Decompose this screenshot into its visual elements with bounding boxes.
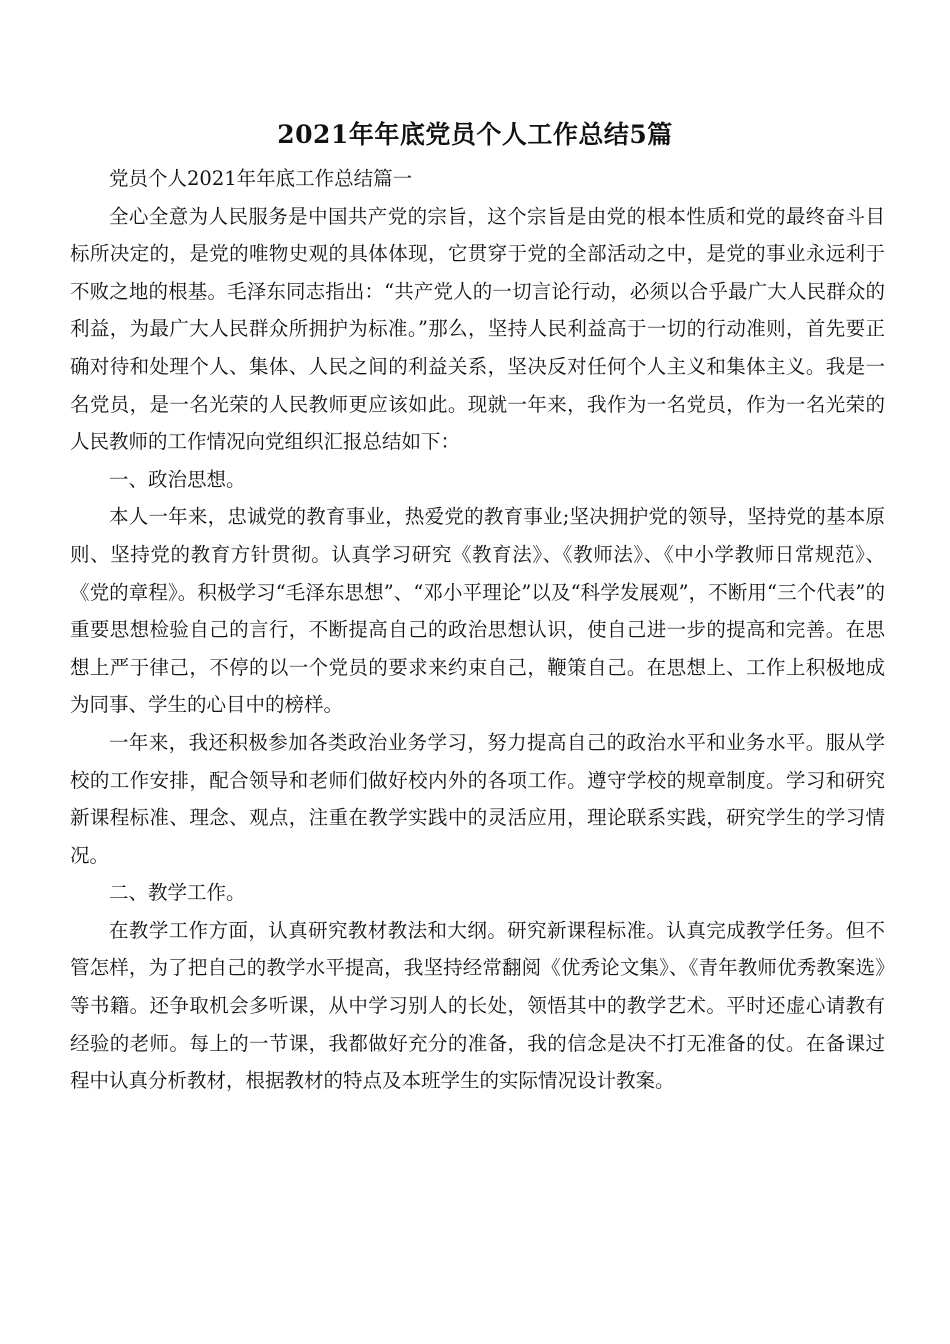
paragraph-political-thought: 本人一年来，忠诚党的教育事业，热爱党的教育事业;坚决拥护党的领导，坚持党的基本原则、坚持党的教育方针贯彻。认真学习研究《教育法》、《教师法》、《中小学教师日常规范》、《党的章程》。积极学习“毛泽东思想”、“邓小平理论”以及“科学发展观”，不断用“三个代表”的重要思想检验自己的言行，不断提高自己的政治思想认识，使自己进一步的提高和完善。在思想上严于律己，不停的以一个党员的要求来约束自己，鞭策自己。在思想上、工作上积极地成为同事、学生的心目中的榜样。 [70, 505, 885, 717]
section-heading-part-one: 党员个人2021年年底工作总结篇一 [109, 167, 413, 190]
paragraph-teaching-work: 在教学工作方面，认真研究教材教法和大纲。研究新课程标准。认真完成教学任务。但不管怎样，为了把自己的教学水平提高，我坚持经常翻阅《优秀论文集》、《青年教师优秀教案选》等书籍。还争取机会多听课，从中学习别人的长处，领悟其中的教学艺术。平时还虚心请教有经验的老师。每上的一节课，我都做好充分的准备，我的信念是决不打无准备的仗。在备课过程中认真分析教材，根据教材的特点及本班学生的实际情况设计教案。 [70, 918, 885, 1093]
paragraph-study: 一年来，我还积极参加各类政治业务学习，努力提高自己的政治水平和业务水平。服从学校的工作安排，配合领导和老师们做好校内外的各项工作。遵守学校的规章制度。学习和研究新课程标准、理念、观点，注重在教学实践中的灵活应用，理论联系实践，研究学生的学习情况。 [70, 730, 885, 867]
paragraph-intro: 全心全意为人民服务是中国共产党的宗旨，这个宗旨是由党的根本性质和党的最终奋斗目标所决定的，是党的唯物史观的具体体现，它贯穿于党的全部活动之中，是党的事业永远利于不败之地的根基。毛泽东同志指出：“共产党人的一切言论行动，必须以合乎最广大人民群众的利益，为最广大人民群众所拥护为标准。”那么，坚持人民利益高于一切的行动准则，首先要正确对待和处理个人、集体、人民之间的利益关系，坚决反对任何个人主义和集体主义。我是一名党员，是一名光荣的人民教师更应该如此。现就一年来，我作为一名党员，作为一名光荣的人民教师的工作情况向党组织汇报总结如下： [70, 204, 885, 454]
document-title: 2021年年底党员个人工作总结5篇 [277, 119, 673, 149]
section-heading-teaching-work: 二、教学工作。 [109, 881, 246, 905]
section-heading-political-thought: 一、政治思想。 [109, 467, 246, 491]
document-body [70, 160, 885, 1100]
